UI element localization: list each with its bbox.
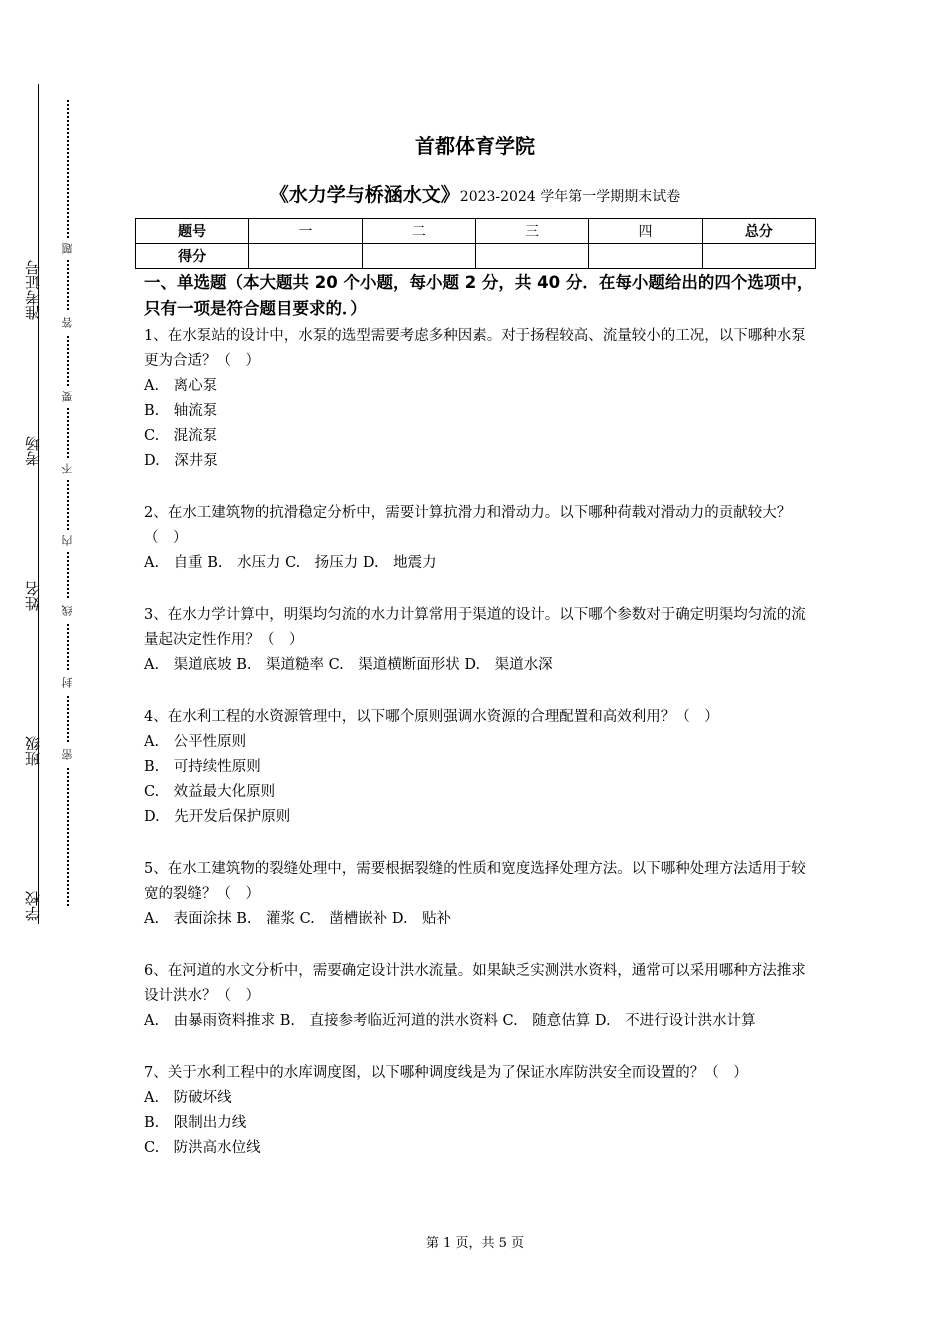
score-cell: 三 xyxy=(475,219,588,244)
question-option: A. 防破坏线 xyxy=(144,1090,232,1106)
score-input-cell[interactable] xyxy=(249,244,362,269)
field-name: 姓名 xyxy=(24,581,42,611)
exam-content xyxy=(144,270,814,1161)
score-input-cell[interactable] xyxy=(589,244,702,269)
question-option: A. 表面涂抹 B. 灌浆 C. 凿槽嵌补 D. 贴补 xyxy=(144,911,452,927)
question-stem: 4、在水利工程的水资源管理中，以下哪个原则强调水资源的合理配置和高效利用？（ ） xyxy=(144,709,719,725)
question-stem: 7、关于水利工程中的水库调度图，以下哪种调度线是为了保证水库防洪安全而设置的？（ ） xyxy=(144,1065,748,1081)
score-cell: 一 xyxy=(249,219,362,244)
question-option: C. 防洪高水位线 xyxy=(144,1140,261,1156)
seal-dotted-line xyxy=(67,100,69,906)
seal-char: 不 xyxy=(58,458,78,480)
question-option: B. 轴流泵 xyxy=(144,403,218,419)
question-option: B. 限制出力线 xyxy=(144,1115,247,1131)
question-stem: 2、在水工建筑物的抗滑稳定分析中，需要计算抗滑力和滑动力。以下哪种荷载对滑动力的贡献较大？（ ） xyxy=(144,505,792,546)
score-input-cell[interactable] xyxy=(475,244,588,269)
section-heading: 一、单选题（本大题共 20 个小题，每小题 2 分，共 40 分．在每小题给出的四个选项中，只有一项是符合题目要求的．） xyxy=(144,273,814,318)
seal-char: 答 xyxy=(58,312,78,334)
score-input-cell[interactable] xyxy=(362,244,475,269)
question-option: C. 效益最大化原则 xyxy=(144,784,276,800)
question-option: D. 深井泵 xyxy=(144,453,218,469)
binding-line xyxy=(38,84,39,924)
course-title: 《水力学与桥涵水文》 xyxy=(269,184,460,206)
seal-char: 封 xyxy=(58,672,78,694)
question-option: A. 公平性原则 xyxy=(144,734,247,750)
question-stem: 1、在水泵站的设计中，水泵的选型需要考虑多种因素。对于扬程较高、流量较小的工况，以下哪种水泵更为合适？（ ） xyxy=(144,328,806,369)
score-cell: 题号 xyxy=(136,219,249,244)
score-table-score-row xyxy=(136,244,816,269)
score-table xyxy=(135,218,816,269)
question-option: A. 自重 B. 水压力 C. 扬压力 D. 地震力 xyxy=(144,555,437,571)
score-input-cell[interactable] xyxy=(702,244,815,269)
score-table-header-row xyxy=(136,219,816,244)
question-option: D. 先开发后保护原则 xyxy=(144,809,291,825)
field-exam-room: 考场 xyxy=(24,436,42,466)
question-option: A. 渠道底坡 B. 渠道糙率 C. 渠道横断面形状 D. 渠道水深 xyxy=(144,657,553,673)
score-cell: 二 xyxy=(362,219,475,244)
seal-char: 线 xyxy=(58,600,78,622)
score-cell: 总分 xyxy=(702,219,815,244)
seal-char: 内 xyxy=(58,530,78,552)
score-cell: 得分 xyxy=(136,244,249,269)
score-cell: 四 xyxy=(589,219,702,244)
question-option: B. 可持续性原则 xyxy=(144,759,261,775)
seal-char: 密 xyxy=(58,744,78,766)
question-option: C. 混流泵 xyxy=(144,428,218,444)
question-option: A. 离心泵 xyxy=(144,378,218,394)
field-school: 学校 xyxy=(24,891,42,921)
question-stem: 6、在河道的水文分析中，需要确定设计洪水流量。如果缺乏实测洪水资料，通常可以采用哪种方法推求设计洪水？（ ） xyxy=(144,963,806,1004)
exam-subtitle xyxy=(0,180,950,207)
question-stem: 3、在水力学计算中，明渠均匀流的水力计算常用于渠道的设计。以下哪个参数对于确定明渠均匀流的流量起决定性作用？（ ） xyxy=(144,607,806,648)
page-number: 第 1 页，共 5 页 xyxy=(425,1236,525,1251)
question-stem: 5、在水工建筑物的裂缝处理中，需要根据裂缝的性质和宽度选择处理方法。以下哪种处理方法适用于较宽的裂缝？（ ） xyxy=(144,861,806,902)
seal-char: 题 xyxy=(58,238,78,260)
field-class: 班级 xyxy=(24,736,42,766)
seal-char: 要 xyxy=(58,386,78,408)
question-option: A. 由暴雨资料推求 B. 直接参考临近河道的洪水资料 C. 随意估算 D. 不进行设计洪水计算 xyxy=(144,1013,756,1029)
exam-info: 2023-2024 学年第一学期期末试卷 xyxy=(459,189,681,205)
field-exam-id: 准考证号 xyxy=(24,260,42,320)
school-title: 首都体育学院 xyxy=(415,134,535,158)
